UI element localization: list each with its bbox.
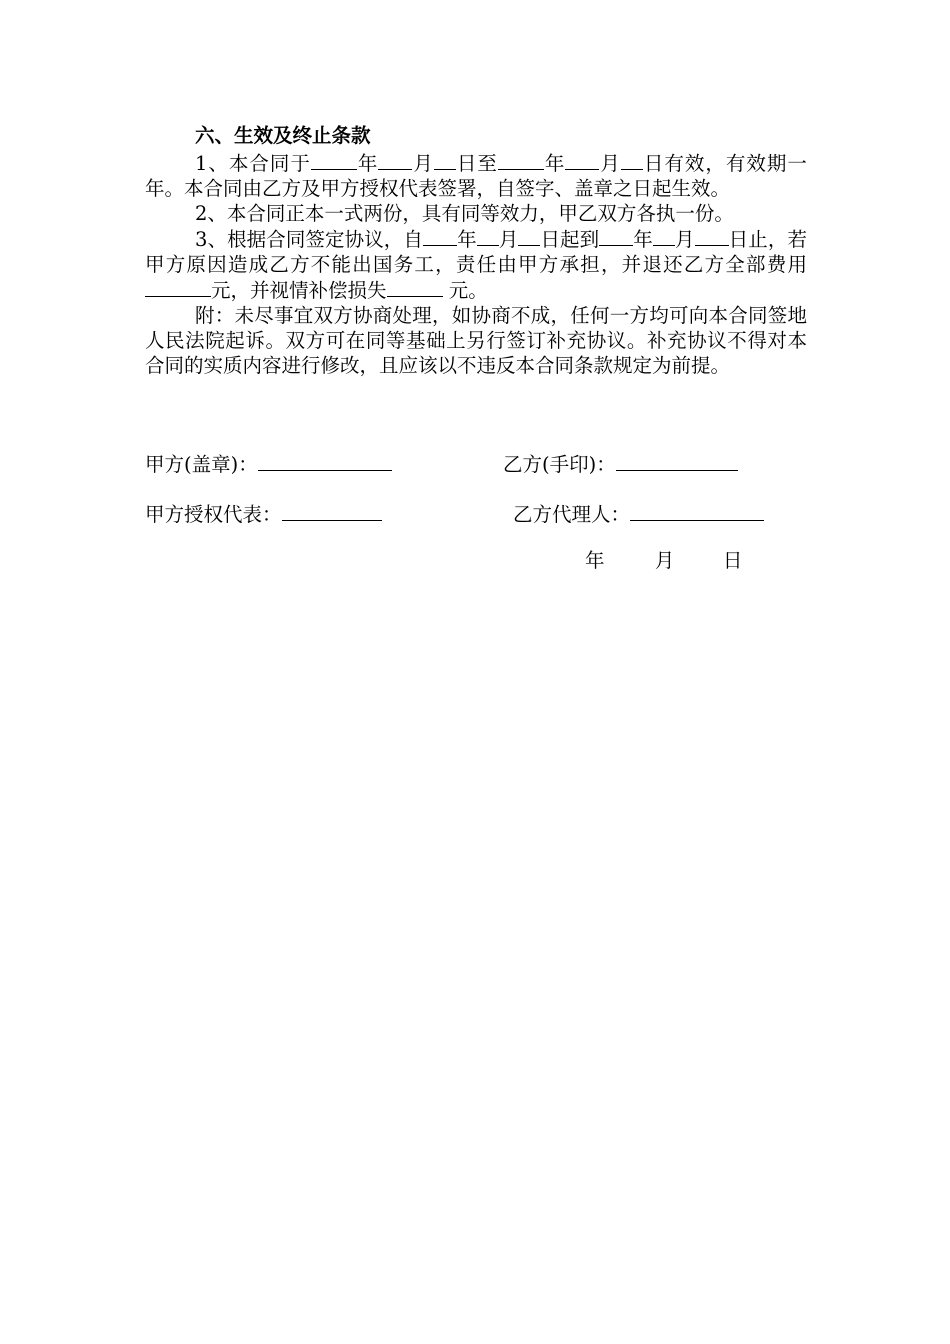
- party-b-agent-field: [513, 498, 764, 527]
- clause-1-year-label: 年: [356, 152, 379, 175]
- party-a-rep-field: [145, 498, 382, 527]
- blank-year-from[interactable]: [423, 226, 457, 246]
- party-a-seal-line[interactable]: [258, 448, 392, 471]
- blank-year-start[interactable]: [311, 150, 357, 170]
- blank-year-to[interactable]: [599, 226, 633, 246]
- blank-month-from[interactable]: [477, 226, 499, 246]
- clause-1-month-label-2: 月: [599, 152, 621, 175]
- clause-3-month-label: 月: [498, 228, 519, 251]
- blank-month-start[interactable]: [378, 150, 412, 170]
- appendix-clause: 附：未尽事宜双方协商处理，如协商不成，任何一方均可向本合同签地人民法院起诉。双方可在同等基础上另行签订补充协议。补充协议不得对本合同的实质内容进行修改，且应该以不违反本合同条款规定为前提。: [145, 304, 807, 377]
- signature-row-1: [145, 448, 807, 476]
- clause-1-day-label: 日至: [455, 152, 498, 175]
- blank-day-start[interactable]: [434, 150, 456, 170]
- party-b-thumb-field: [503, 448, 738, 477]
- blank-day-end[interactable]: [621, 150, 643, 170]
- date-day-label: 日: [722, 549, 743, 572]
- party-b-agent-label: 乙方代理人：: [513, 503, 631, 526]
- clause-1-prefix: 1、本合同于: [195, 152, 311, 175]
- party-a-rep-label: 甲方授权代表：: [145, 503, 282, 526]
- party-b-thumb-label: 乙方(手印)：: [503, 453, 616, 476]
- signature-row-2: [145, 498, 807, 526]
- clause-3-year-label-2: 年: [633, 228, 653, 251]
- clause-3-body: 日止，若甲方原因造成乙方不能出国务工，责任由甲方承担，并退还乙方全部费用: [145, 228, 807, 276]
- clause-1: [145, 150, 807, 201]
- clause-3-month-label-2: 月: [674, 228, 695, 251]
- blank-day-to[interactable]: [695, 226, 729, 246]
- blank-refund-amount[interactable]: [145, 277, 211, 297]
- contract-page: [145, 122, 807, 572]
- party-a-rep-line[interactable]: [282, 498, 382, 521]
- date-year-label: 年: [585, 549, 605, 572]
- clause-3-mid: 元，并视情补偿损失: [211, 279, 387, 302]
- party-a-seal-field: [145, 448, 392, 477]
- party-b-thumb-line[interactable]: [616, 448, 738, 471]
- clause-2: 2、本合同正本一式两份，具有同等效力，甲乙双方各执一份。: [195, 202, 734, 225]
- clause-1-rest: 日有效，有效期一年。本合同由乙方及甲方授权代表签署，自签字、盖章之日起生效。: [145, 152, 807, 200]
- blank-year-end[interactable]: [498, 150, 544, 170]
- date-month-label: 月: [654, 549, 675, 572]
- clause-1-year-label-2: 年: [543, 152, 566, 175]
- signing-date: [585, 548, 742, 573]
- blank-month-to[interactable]: [653, 226, 675, 246]
- clause-1-month-label: 月: [412, 152, 434, 175]
- blank-compensation-amount[interactable]: [387, 277, 443, 297]
- clause-3: [145, 226, 807, 303]
- clause-3-prefix: 3、根据合同签定协议，自: [195, 228, 423, 251]
- blank-day-from[interactable]: [518, 226, 540, 246]
- blank-month-end[interactable]: [565, 150, 599, 170]
- clause-3-end: 元。: [442, 279, 488, 302]
- party-a-seal-label: 甲方(盖章)：: [145, 453, 258, 476]
- clause-3-day-label: 日起到: [540, 228, 600, 251]
- party-b-agent-line[interactable]: [630, 498, 764, 521]
- section-heading: 六、生效及终止条款: [195, 124, 371, 147]
- clause-3-year-label: 年: [456, 228, 477, 251]
